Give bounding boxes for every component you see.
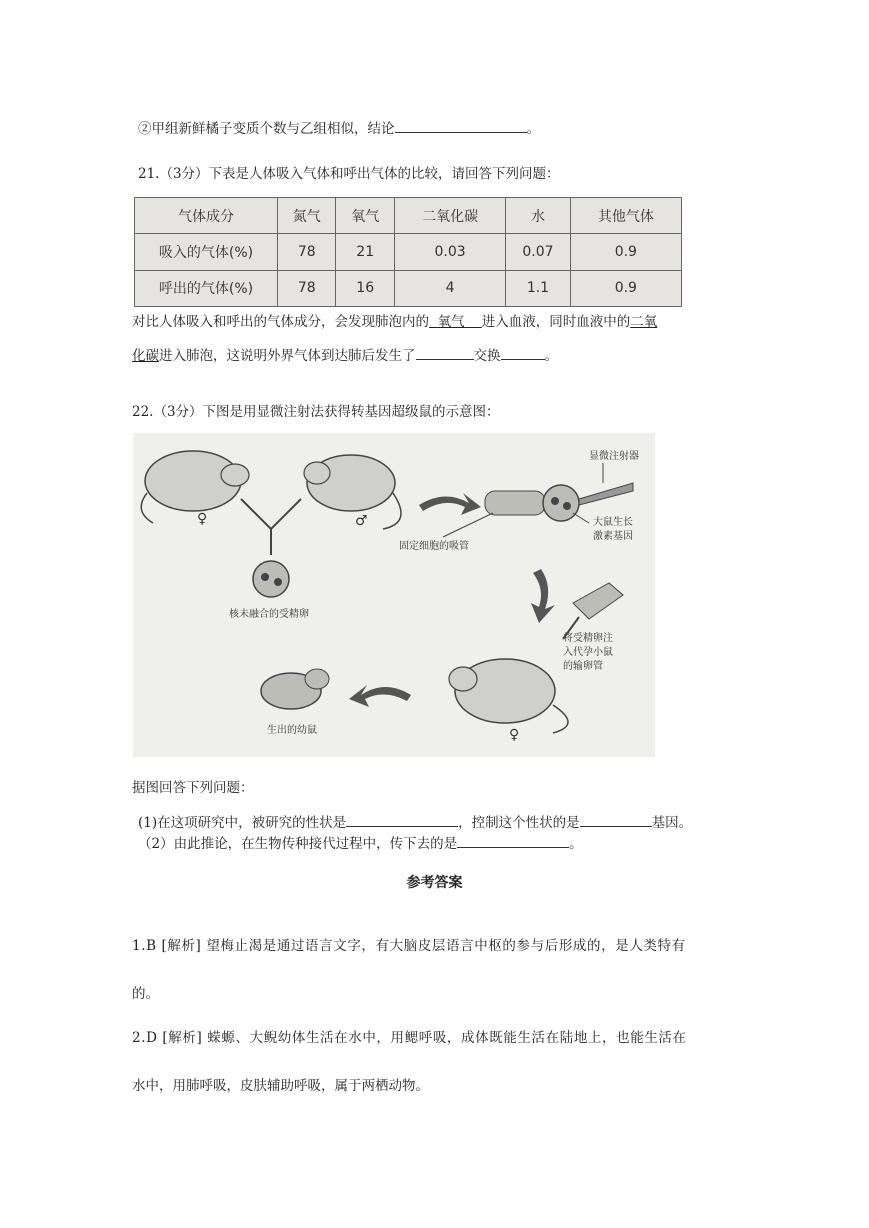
table-cell: 0.9 [570, 270, 681, 306]
q21-answer-line1 [132, 312, 657, 332]
table-cell: 16 [336, 270, 394, 306]
q21-text: 交换 [473, 348, 501, 364]
table-row [135, 270, 682, 306]
table-cell: 1.1 [506, 270, 570, 306]
q22-sub2: （2）由此推论，在生物传种接代过程中，传下去的是 。 [138, 833, 583, 854]
q20-text: ②甲组新鲜橘子变质个数与乙组相似，结论 [138, 121, 395, 137]
answer-2-line1: 2.D [解析] 蝾螈、大鲵幼体生活在水中，用鳃呼吸，成体既能生活在陆地上，也能生活在 [132, 1030, 687, 1046]
diagram-svg [133, 433, 655, 757]
table-cell: 呼出的气体(%) [135, 270, 278, 306]
table-header-cell: 氮气 [278, 198, 336, 234]
arrow-right-1 [419, 493, 481, 515]
q21-answer-co2: 二氧 [630, 314, 658, 330]
q22-stem: 22.（3分）下图是用显微注射法获得转基因超级鼠的示意图： [132, 404, 500, 420]
table-cell: 0.07 [506, 234, 570, 270]
q21-answer-line2: 化碳进入肺泡，这说明外界气体到达肺后发生了 交换 。 [132, 345, 558, 366]
answers-title: 参考答案 [406, 875, 463, 891]
q22-blank-trait[interactable] [346, 812, 458, 827]
table-cell: 0.9 [570, 234, 681, 270]
q21-blank[interactable] [501, 345, 545, 360]
transfer-label-line2: 入代孕小鼠 [563, 647, 613, 658]
q20-conclusion-line: ②甲组新鲜橘子变质个数与乙组相似，结论 。 [138, 118, 540, 139]
q21-answer-oxygen: 氧气 [437, 314, 465, 330]
table-cell: 0.03 [394, 234, 505, 270]
female-symbol-2: ♀ [509, 727, 520, 743]
q22-text: ，控制这个性状的是 [458, 815, 580, 831]
table-cell: 4 [394, 270, 505, 306]
injector-label: 显微注射器 [589, 451, 639, 462]
gene-label-line2: 激素基因 [593, 531, 633, 542]
transgenic-mouse-diagram [133, 433, 655, 757]
offspring-label: 生出的幼鼠 [267, 725, 317, 736]
q21-blank[interactable] [416, 345, 474, 360]
q22-blank-gene[interactable] [580, 812, 652, 827]
q21-answer-co2-cont: 化碳 [132, 348, 159, 364]
q22-intro: 据图回答下列问题： [132, 780, 254, 796]
injected-egg [543, 485, 579, 521]
table-cell: 21 [336, 234, 394, 270]
female-symbol: ♀ [197, 511, 208, 527]
egg-label: 核未融合的受精卵 [229, 609, 309, 620]
answer-1-line2: 的。 [132, 986, 159, 1002]
table-header-row [135, 198, 682, 234]
transfer-label-line1: 将受精卵注 [563, 633, 613, 644]
table-header-cell: 其他气体 [570, 198, 681, 234]
table-cell: 78 [278, 270, 336, 306]
answer-1-line1: 1.B [解析] 望梅止渴是通过语言文字，有大脑皮层语言中枢的参与后形成的，是人类特有 [132, 938, 686, 954]
q22-text: 基因。 [651, 815, 693, 831]
male-symbol: ♂ [355, 513, 368, 529]
q21-text: 进入血液，同时血液中的 [481, 314, 631, 330]
transfer-label-line3: 的输卵管 [563, 661, 603, 672]
table-cell: 78 [278, 234, 336, 270]
table-header-cell: 水 [506, 198, 570, 234]
answer-2-line2: 水中，用肺呼吸，皮肤辅助呼吸，属于两栖动物。 [132, 1078, 429, 1094]
arrow-left [349, 685, 411, 707]
table-header-cell: 二氧化碳 [394, 198, 505, 234]
fertilized-egg [253, 561, 289, 597]
table-header-cell: 气体成分 [135, 198, 278, 234]
q21-text: 对比人体吸入和呼出的气体成分，会发现肺泡内的 [132, 314, 429, 330]
q22-text: (1)在这项研究中，被研究的性状是 [138, 815, 347, 831]
q22-text: （2）由此推论，在生物传种接代过程中，传下去的是 [138, 836, 458, 852]
gene-label-line1: 大鼠生长 [593, 517, 633, 528]
q22-blank-inherit[interactable] [457, 833, 569, 848]
table-cell: 吸入的气体(%) [135, 234, 278, 270]
arrow-down [531, 569, 555, 623]
table-header-cell: 氧气 [336, 198, 394, 234]
table-row [135, 234, 682, 270]
q21-stem: 21.（3分）下表是人体吸入气体和呼出气体的比较，请回答下列问题： [138, 166, 560, 182]
q22-sub1 [138, 812, 692, 833]
q20-blank[interactable] [395, 118, 527, 133]
q21-text: 进入肺泡，这说明外界气体到达肺后发生了 [159, 348, 416, 364]
gas-comparison-table [134, 197, 682, 307]
pipette-label: 固定细胞的吸管 [399, 541, 469, 552]
